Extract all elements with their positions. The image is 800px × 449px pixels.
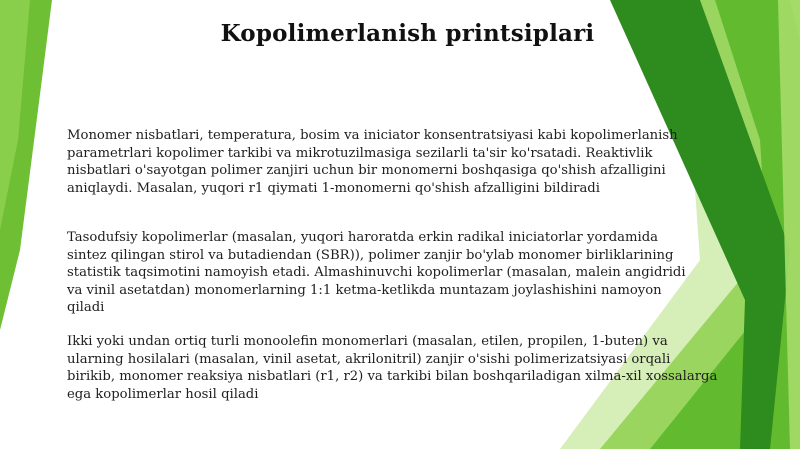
slide-title: Kopolimerlanish printsiplari: [220, 20, 595, 47]
paragraph-2: Tasodufsiy kopolimerlar (masalan, yuqori haroratda erkin radikal iniciatorlar yordamida sintez qilingan stirol va butadiendan (SBR)), polimer zanjir bo'ylab monomer birliklarining statistik taqsimotini namoyish etadi. Almashinuvchi kopolimerlar (masalan, malein angidridi va vinil asetatdan) monomerlarning 1:1 ketma-ketlikda muntazam joylashishini namoyon qiladi: [67, 230, 686, 316]
paragraph-3: Ikki yoki undan ortiq turli monoolefin monomerlari (masalan, etilen, propilen, 1-buten) va ularning hosilalari (masalan, vinil asetat, akrilonitril) zanjir o'sishi polimerizatsiyasi orqali birikib, monomer reaksiya nisbatlari (r1, r2) va tarkibi bilan boshqariladigan xilma-xil xossalarga ega kopolimerlar hosil qiladi: [67, 334, 718, 402]
paragraph-1: Monomer nisbatlari, temperatura, bosim va iniciator konsentratsiyasi kabi kopolimerlanish parametrlari kopolimer tarkibi va mikrotuzilmasiga sezilarli ta'sir ko'rsatadi. Reaktivlik nisbatlari o'sayotgan polimer zanjiri uchun bir monomerni boshqasiga qo'shish afzalligini aniqlaydi. Masalan, yuqori r1 qiymati 1-monomerni qo'shish afzalligini bildiradi: [67, 128, 678, 196]
